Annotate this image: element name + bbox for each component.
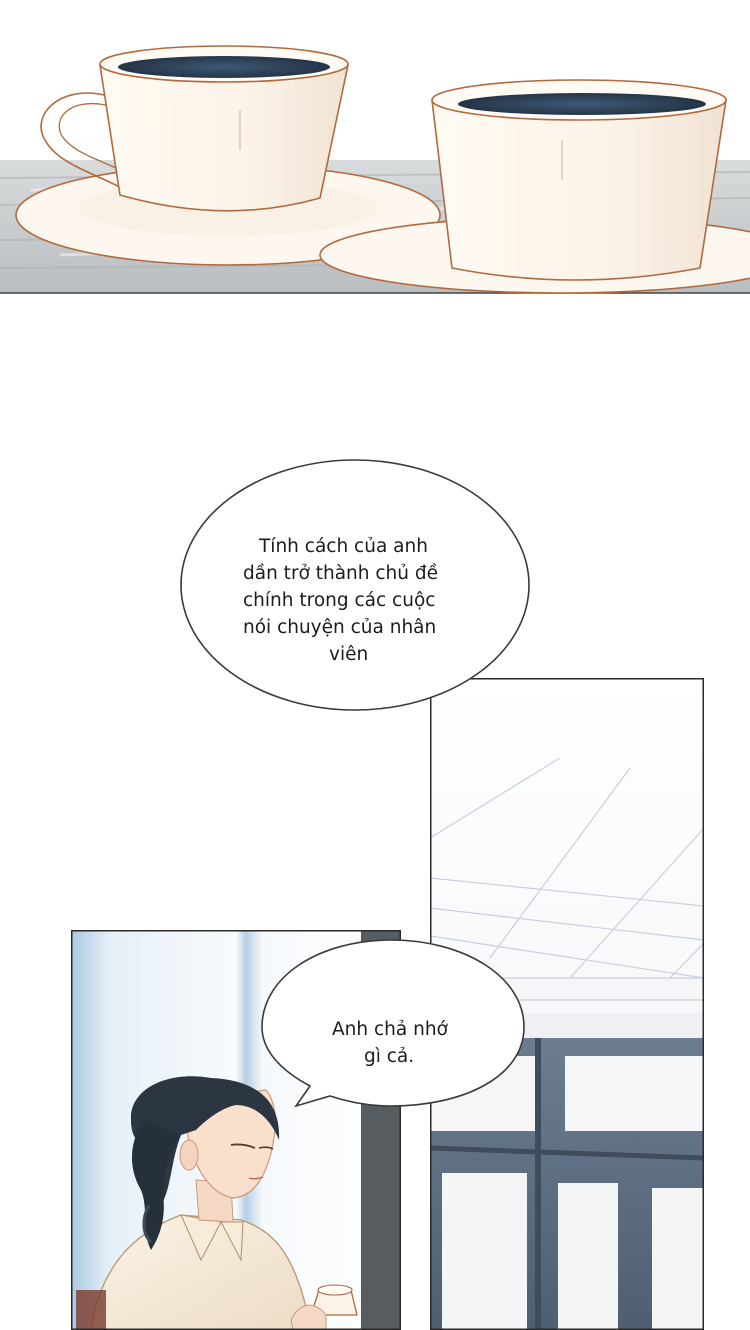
bubble-1-line-3: chính trong các cuộc	[243, 590, 436, 611]
bubble-1-line-5: viên	[329, 644, 369, 665]
bubble-2-line-2: gì cả.	[364, 1046, 415, 1067]
bubble-2-line-1: Anh chả nhớ	[332, 1019, 448, 1040]
speech-bubble-2-text	[332, 1016, 448, 1070]
bubble-1-line-1: Tính cách của anh	[259, 536, 428, 557]
speech-bubble-1-text	[243, 533, 438, 668]
coffee-cups-panel	[0, 0, 750, 300]
right-coffee-cup	[432, 80, 726, 280]
bubble-1-line-4: nói chuyện của nhân	[243, 617, 437, 638]
bubble-1-line-2: dần trở thành chủ đề	[243, 563, 439, 584]
